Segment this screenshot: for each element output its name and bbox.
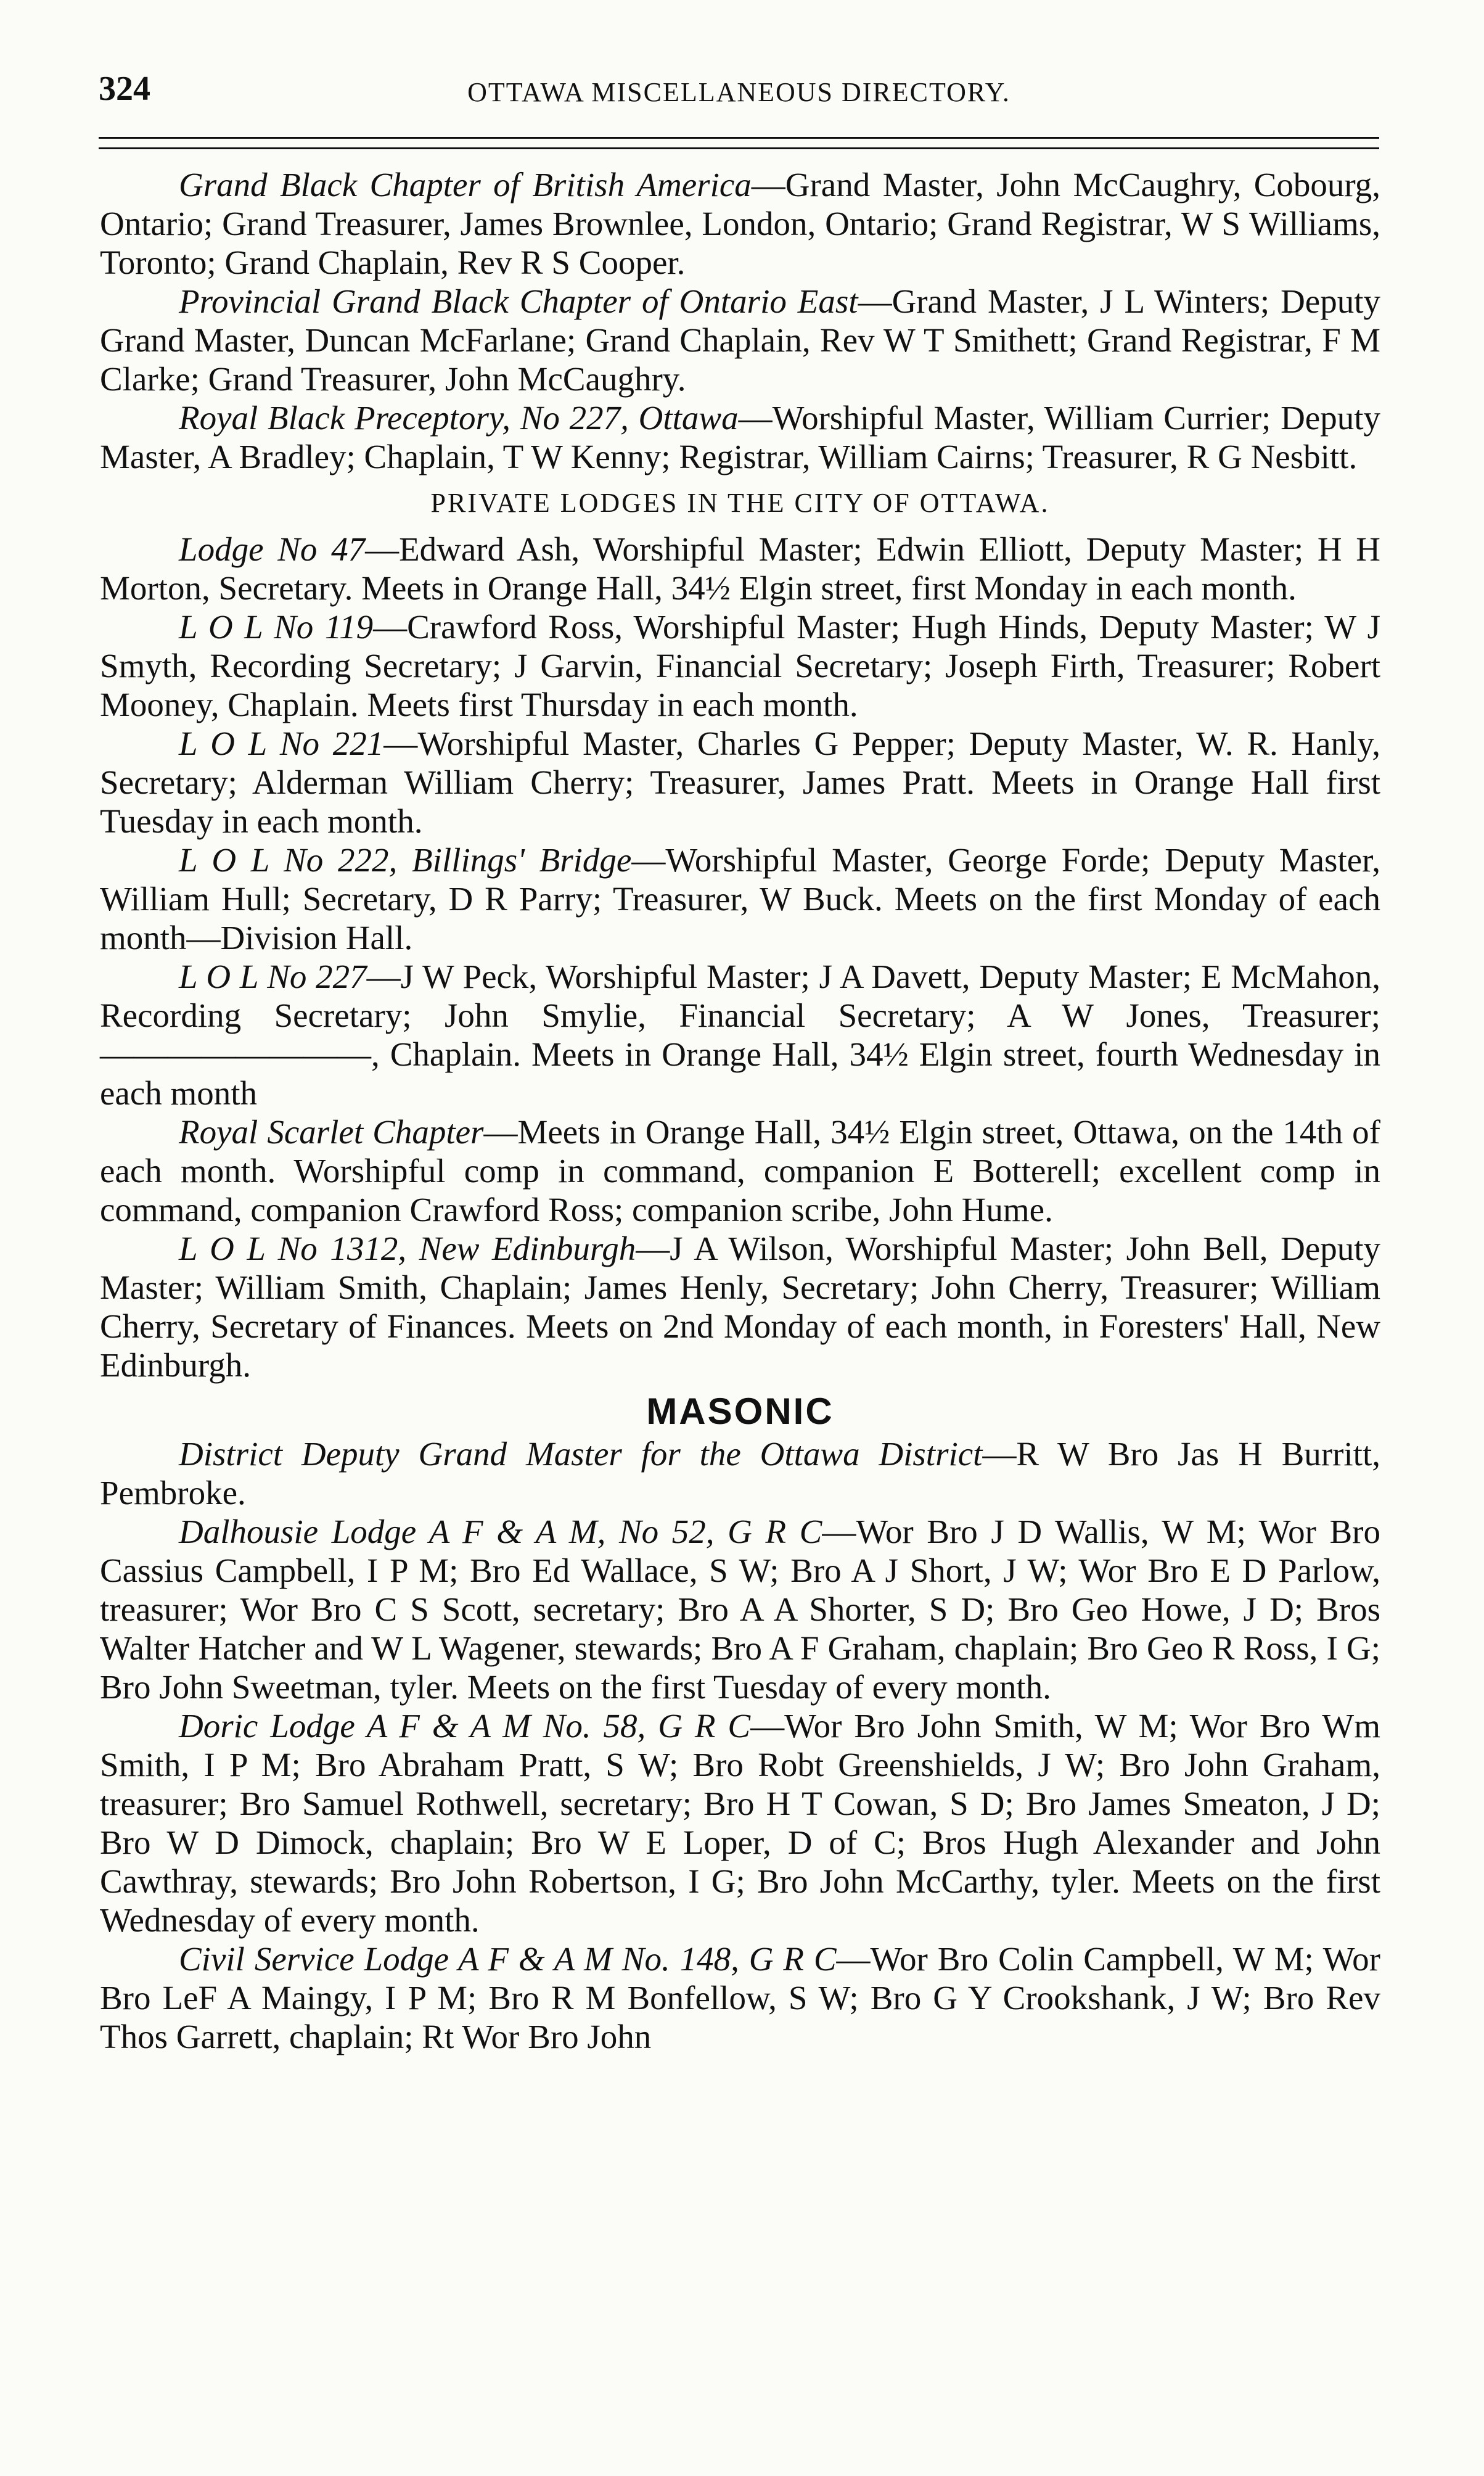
masonic-text: —Wor Bro John Smith, W M; Wor Bro Wm Smith, I P M; Bro Abraham Pratt, S W; Bro Robt Greenshields, J W; Bro John Graham, treasurer; Bro Samuel Rothwell, secretary; Bro H T Cowan, S D; Bro James Smeaton, J D; Bro W D Dimock, chaplain; Bro W E Loper, D of C; Bros Hugh Alexander and John Cawthray, stewards; Bro John Robertson, I G; Bro John McCarthy, tyler. Meets on the first Wednesday of every month.: [100, 1707, 1380, 1939]
masonic-name: Doric Lodge A F & A M No. 58, G R C: [179, 1707, 751, 1745]
masonic-name: Dalhousie Lodge A F & A M, No 52, G R C: [179, 1513, 822, 1550]
lodge-paragraph: [100, 530, 1380, 607]
header-rule: [99, 137, 1379, 149]
section-heading-private-lodges: PRIVATE LODGES IN THE CITY OF OTTAWA.: [430, 488, 1050, 518]
masonic-text: —R W Bro Jas H Burritt, Pembroke.: [100, 1435, 1380, 1512]
entry-paragraph: [100, 165, 1380, 282]
lodge-text: —Edward Ash, Worshipful Master; Edwin Elliott, Deputy Master; H H Morton, Secretary. Meets in Orange Hall, 34½ Elgin street, first Monday in each month.: [100, 530, 1381, 607]
lodge-paragraph: [100, 1113, 1380, 1229]
entry-name: Grand Black Chapter of British America: [179, 166, 752, 204]
masonic-paragraph: [100, 1939, 1380, 2056]
lodge-name: L O L No 119: [179, 608, 374, 646]
entry-name: Royal Black Preceptory, No 227, Ottawa: [179, 399, 739, 437]
entry-name: Provincial Grand Black Chapter of Ontario East: [179, 282, 858, 320]
lodge-paragraph: [100, 957, 1380, 1113]
lodge-name: Lodge No 47: [179, 530, 366, 568]
lodge-name: L O L No 1312, New Edinburgh: [179, 1230, 636, 1267]
lodge-paragraph: [100, 724, 1380, 841]
masonic-text: —Wor Bro Colin Campbell, W M; Wor Bro LeF A Maingy, I P M; Bro R M Bonfellow, S W; Bro G Y Crookshank, J W; Bro Rev Thos Garrett, chaplain; Rt Wor Bro John: [100, 1940, 1380, 2055]
lodge-name: L O L No 221: [179, 725, 384, 762]
lodge-text: —Crawford Ross, Worshipful Master; Hugh Hinds, Deputy Master; W J Smyth, Recording Secretary; J Garvin, Financial Secretary; Joseph Firth, Treasurer; Robert Mooney, Chaplain. Meets first Thursday in each month.: [100, 608, 1380, 723]
page-number: 324: [99, 70, 150, 108]
lodge-name: L O L No 227: [179, 958, 367, 995]
lodge-text: —Worshipful Master, George Forde; Deputy Master, William Hull; Secretary, D R Parry; Treasurer, W Buck. Meets on the first Monday of each month—Division Hall.: [100, 841, 1380, 956]
directory-body: [100, 165, 1380, 2056]
page-header: [99, 69, 1379, 125]
entry-text: —Grand Master, J L Winters; Deputy Grand Master, Duncan McFarlane; Grand Chaplain, Rev W T Smithett; Grand Registrar, F M Clarke; Grand Treasurer, John McCaughry.: [100, 282, 1380, 398]
lodge-name: Royal Scarlet Chapter: [179, 1113, 484, 1151]
entry-paragraph: [100, 282, 1380, 398]
masonic-paragraph: [100, 1706, 1380, 1939]
entry-text: —Grand Master, John McCaughry, Cobourg, Ontario; Grand Treasurer, James Brownlee, London, Ontario; Grand Registrar, W S Williams, Toronto; Grand Chaplain, Rev R S Cooper.: [100, 166, 1380, 281]
lodge-text: —Meets in Orange Hall, 34½ Elgin street, Ottawa, on the 14th of each month. Worshipful comp in command, companion E Botterell; excellent comp in command, companion Crawford Ross; companion scribe, John Hume.: [100, 1113, 1380, 1228]
masonic-name: District Deputy Grand Master for the Ottawa District: [179, 1435, 983, 1473]
masonic-paragraph: [100, 1434, 1380, 1512]
lodge-text: —J A Wilson, Worshipful Master; John Bell, Deputy Master; William Smith, Chaplain; James Henly, Secretary; John Cherry, Treasurer; William Cherry, Secretary of Finances. Meets on 2nd Monday of each month, in Foresters' Hall, New Edinburgh.: [100, 1230, 1380, 1384]
masonic-name: Civil Service Lodge A F & A M No. 148, G R C: [179, 1940, 837, 1978]
lodge-paragraph: [100, 607, 1380, 724]
masonic-text: —Wor Bro J D Wallis, W M; Wor Bro Cassius Campbell, I P M; Bro Ed Wallace, S W; Bro A J Short, J W; Wor Bro E D Parlow, treasurer; Wor Bro C S Scott, secretary; Bro A A Shorter, S D; Bro Geo Howe, J D; Bros Walter Hatcher and W L Wagener, stewards; Bro A F Graham, chaplain; Bro Geo R Ross, I G; Bro John Sweetman, tyler. Meets on the first Tuesday of every month.: [100, 1513, 1380, 1706]
lodge-paragraph: [100, 841, 1380, 957]
section-heading-masonic: MASONIC: [646, 1391, 834, 1432]
lodge-paragraph: [100, 1229, 1380, 1384]
entry-paragraph: [100, 398, 1380, 476]
lodge-name: L O L No 222, Billings' Bridge: [179, 841, 632, 879]
lodge-text: —Worshipful Master, Charles G Pepper; Deputy Master, W. R. Hanly, Secretary; Alderman William Cherry; Treasurer, James Pratt. Meets in Orange Hall first Tuesday in each month.: [100, 725, 1380, 840]
running-title: OTTAWA MISCELLANEOUS DIRECTORY.: [467, 77, 1011, 107]
masonic-paragraph: [100, 1512, 1380, 1706]
entry-text: —Worshipful Master, William Currier; Deputy Master, A Bradley; Chaplain, T W Kenny; Registrar, William Cairns; Treasurer, R G Nesbitt.: [100, 399, 1380, 475]
lodge-text: —J W Peck, Worshipful Master; J A Davett, Deputy Master; E McMahon, Recording Secretary; John Smylie, Financial Secretary; A W Jones, Treasurer; ————————, Chaplain. Meets in Orange Hall, 34½ Elgin street, fourth Wednesday in each month: [100, 958, 1380, 1112]
